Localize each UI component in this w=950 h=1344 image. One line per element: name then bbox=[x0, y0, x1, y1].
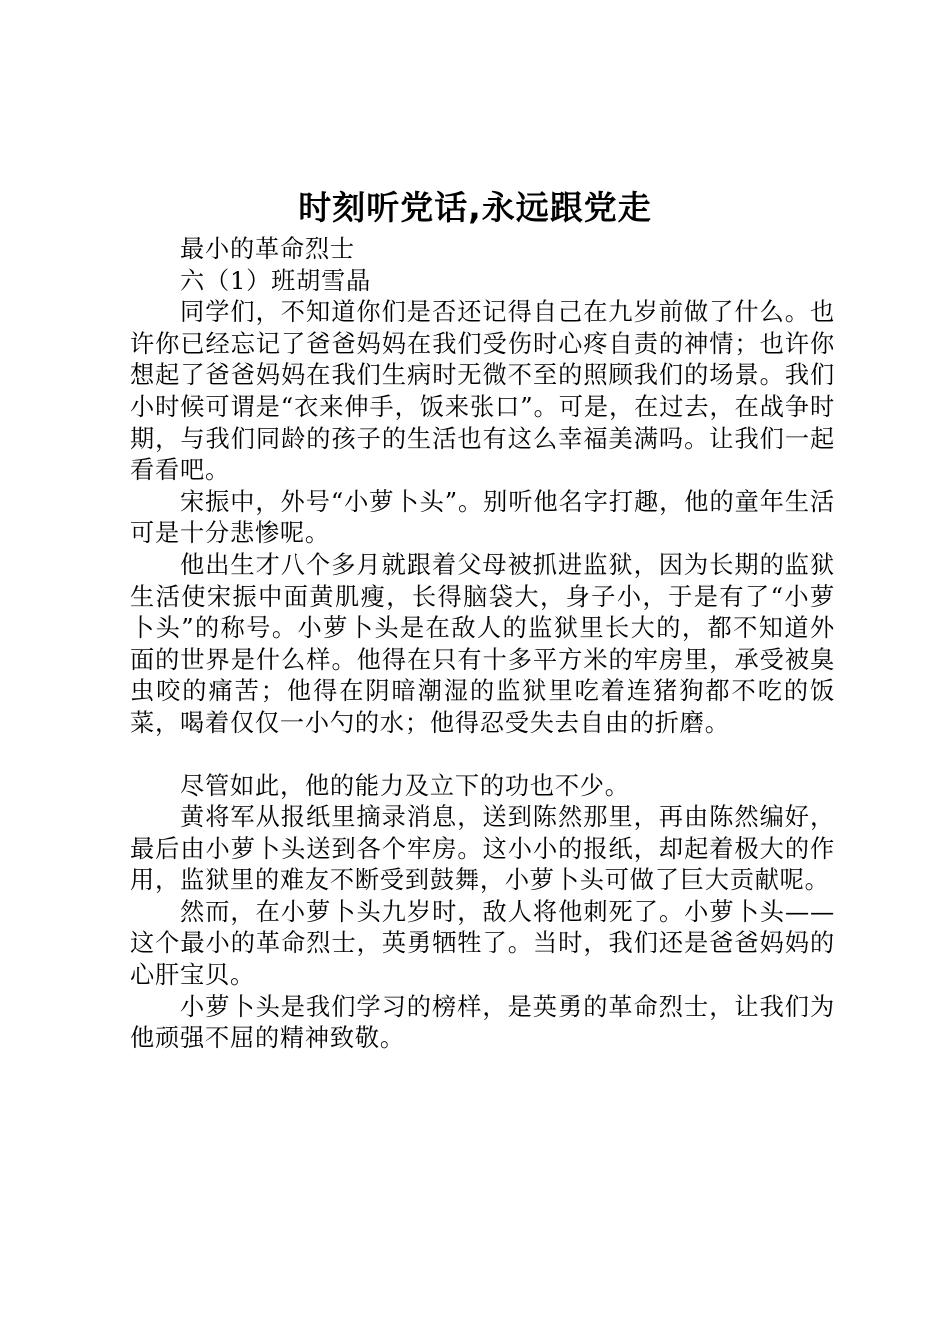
paragraph-intro: 同学们，不知道你们是否还记得自己在九岁前做了什么。也许你已经忘记了爸爸妈妈在我们受伤时心疼自责的神情；也许你想起了爸爸妈妈在我们生病时无微不至的照顾我们的场景。我们小时候可谓是“衣来伸手，饭来张口”。可是，在过去，在战争时期，与我们同龄的孩子的生活也有这么幸福美满吗。让我们一起看看吧。 bbox=[130, 298, 835, 485]
paragraph-contribution-intro: 尽管如此，他的能力及立下的功也不少。 bbox=[180, 771, 630, 800]
paragraph-prison-life: 他出生才八个多月就跟着父母被抓进监狱，因为长期的监狱生活使宋振中面黄肌瘦，长得脑袋大，身子小，于是有了“小萝卜头”的称号。小萝卜头是在敌人的监狱里长大的，都不知道外面的世界是什么样。他得在只有十多平方米的牢房里，承受被臭虫咬的痛苦；他得在阴暗潮湿的监狱里吃着连猪狗都不吃的饭菜，喝着仅仅一小勺的水；他得忍受失去自由的折磨。 bbox=[130, 550, 835, 737]
author-line: 六（1）班胡雪晶 bbox=[180, 266, 372, 295]
paragraph-conclusion: 小萝卜头是我们学习的榜样，是英勇的革命烈士，让我们为他顽强不屈的精神致敬。 bbox=[130, 992, 835, 1053]
paragraph-nickname: 宋振中，外号“小萝卜头”。别听他名字打趣，他的童年生活可是十分悲惨呢。 bbox=[130, 487, 835, 548]
document-body bbox=[130, 234, 835, 1055]
document-title: 时刻听党话,永远跟党走 bbox=[298, 188, 652, 227]
paragraph-sacrifice: 然而，在小萝卜头九岁时，敌人将他刺死了。小萝卜头——这个最小的革命烈士，英勇牺牲了。当时，我们还是爸爸妈妈的心肝宝贝。 bbox=[130, 897, 835, 990]
article-title: 最小的革命烈士 bbox=[180, 235, 355, 263]
paragraph-newspaper: 黄将军从报纸里摘录消息，送到陈然那里，再由陈然编好，最后由小萝卜头送到各个牢房。这小小的报纸，却起着极大的作用，监狱里的难友不断受到鼓舞，小萝卜头可做了巨大贡献呢。 bbox=[130, 803, 835, 895]
